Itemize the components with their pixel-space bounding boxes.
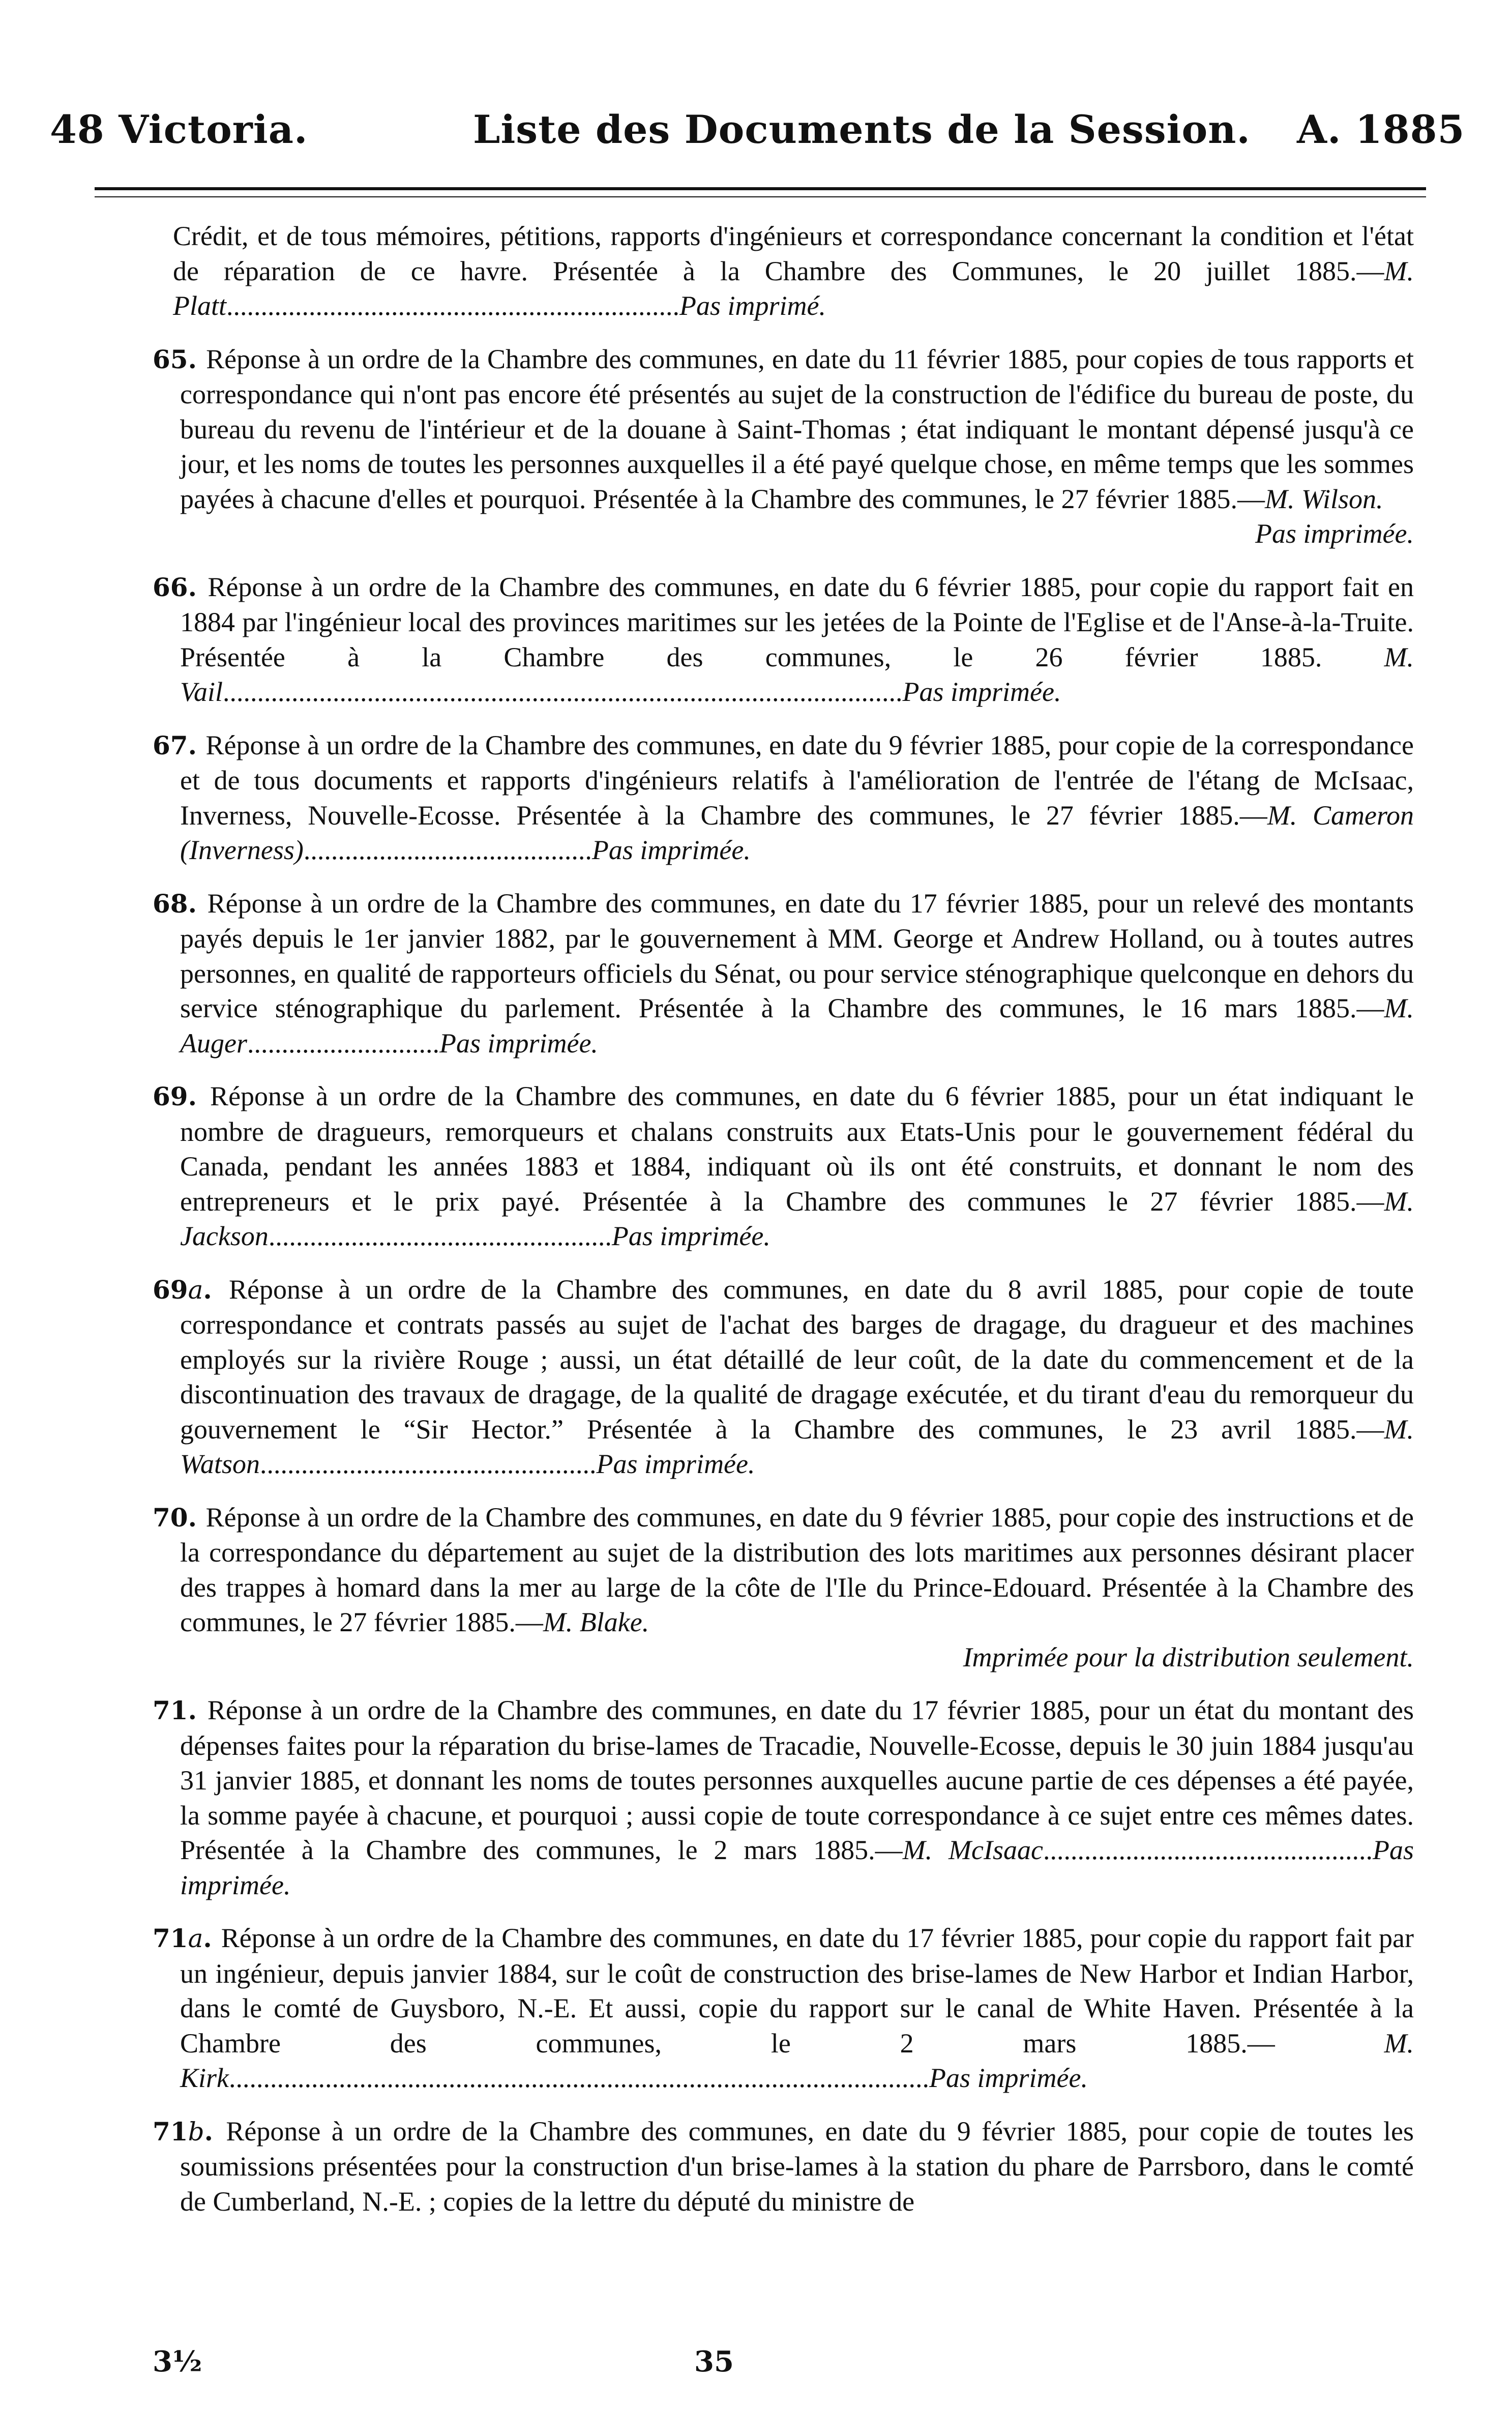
entry-member: M. Jackson [180, 1186, 1414, 1251]
entry-status: Pas imprimée. [902, 677, 1061, 707]
entry-text: Réponse à un ordre de la Chambre des communes, en date du 17 février 1885, pour un état du montant des dépenses faites pour la réparation du brise-lames de Tracadie, Nouvelle-Ecosse, depuis le 30 juin 1884 jusqu'au 31 janvier 1885, et donnant les noms de toutes personnes auxquelles aucune partie de ces dépenses a été payée, la somme payée à chacune, et pourquoi ; aussi copie de toute correspondance à ce sujet entre ces mêmes dates. Présentée à la Chambre des communes, le 2 mars 1885.— [180, 1695, 1414, 1865]
entry-text: Réponse à un ordre de la Chambre des communes, en date du 9 février 1885, pour copie de la correspondance et de tous documents et rapports d'ingénieurs relatifs à l'amélioration de l'entrée de l'étang de McIsaac, Inverness, Nouvelle-Ecosse. Présentée à la Chambre des communes, le 27 février 1885.— [180, 729, 1414, 831]
footer-signature-mark: 3½ [153, 2345, 202, 2378]
entry-status: Pas imprimée. [180, 1835, 1414, 1900]
entry-text: Réponse à un ordre de la Chambre des communes, en date du 9 février 1885, pour copie de toutes les soumissions présentées pour la construction d'un brise-lames à la station du phare de Parrsboro, dans le comté de Cumberland, N.-E. ; copies de la lettre du député du ministre de [180, 2115, 1414, 2217]
entry-text: Crédit, et de tous mémoires, pétitions, rapports d'ingénieurs et correspondance concernant la condition et l'état de réparation de ce havre. Présentée à la Chambre des Communes, le 20 juillet 1885.— [173, 221, 1414, 286]
entry-text: Réponse à un ordre de la Chambre des communes, en date du 11 février 1885, pour copies de tous rapports et correspondance qui n'ont pas encore été présentés au sujet de la construction de l'édifice du bureau de poste, du bureau du revenu de l'intérieur et de la douane à Saint-Thomas ; état indiquant le montant dépensé jusqu'à ce jour, et les noms de toutes les personnes auxquelles il a été payé quelque chose, en même temps que les sommes payées à chacune d'elles et pourquoi. Présentée à la Chambre des communes, le 27 février 1885.— [180, 343, 1414, 514]
entry-status: Imprimée pour la distribution seulement. [963, 1641, 1414, 1672]
entry-leader: ................................................ [1043, 1835, 1373, 1865]
list-item [153, 886, 1414, 1061]
list-item [153, 342, 1414, 551]
entry-number: 68. [153, 888, 207, 919]
entry-text: Réponse à un ordre de la Chambre des communes, en date du 8 avril 1885, pour copie de toute correspondance et contrats passés au sujet de l'achat des barges de dragage, du dragueur et des machines employés sur la rivière Rouge ; aussi, un état détaillé de leur coût, de la date du commencement et de la discontinuation des travaux de dragage, de la qualité de dragage exécutée, et du tirant d'eau du remorqueur du gouvernement le “Sir Hector.” Présentée à la Chambre des communes, le 23 avril 1885.— [180, 1274, 1414, 1445]
entry-number: 71b. [153, 2116, 226, 2147]
entry-leader: ...................................................................................................... [229, 2063, 930, 2093]
list-item [153, 728, 1414, 868]
header-volume: 48 Victoria. [50, 107, 308, 152]
list-item [153, 1921, 1414, 2096]
entry-number: 71. [153, 1695, 207, 1725]
entry-number: 69. [153, 1081, 211, 1111]
entry-member: M. Blake. [543, 1607, 649, 1637]
entry-leader: .................................................................. [226, 290, 679, 321]
entry-number: 66. [153, 572, 208, 602]
entry-leader: ................................................. [260, 1449, 597, 1479]
entry-text: Réponse à un ordre de la Chambre des communes, en date du 6 février 1885, pour un état indiquant le nombre de dragueurs, remorqueurs et chalans construits aux Etats-Unis pour le gouvernement fédéral du Canada, pendant les années 1883 et 1884, indiquant où ils ont été construits, et donnant le nom des entrepreneurs et le prix payé. Présentée à la Chambre des communes le 27 février 1885.— [180, 1081, 1414, 1217]
list-item [153, 1079, 1414, 1254]
entry-number: 69a. [153, 1274, 229, 1305]
entry-member: M. McIsaac [902, 1835, 1043, 1865]
list-item [153, 219, 1414, 324]
entry-leader: .................................................. [268, 1221, 612, 1251]
entry-member: M. Auger [180, 993, 1414, 1059]
entry-status: Pas imprimée. [596, 1449, 755, 1479]
entry-text: Réponse à un ordre de la Chambre des communes, en date du 17 février 1885, pour copie du rapport fait par un ingénieur, depuis janvier 1884, sur le coût de construction des brise-lames de New Harbor et Indian Harbor, dans le comté de Guysboro, N.-E. Et aussi, copie du rapport sur le canal de White Haven. Présentée à la Chambre des communes, le 2 mars 1885.— [180, 1923, 1414, 2059]
list-item [153, 1272, 1414, 1482]
entry-number: 67. [153, 730, 206, 760]
entry-status: Pas imprimée. [929, 2063, 1088, 2093]
entry-member: M. Vail [180, 641, 1414, 707]
entry-status: Pas imprimé. [679, 290, 826, 321]
entry-member: M. Platt [173, 255, 1414, 321]
entry-member: M. Watson [180, 1414, 1414, 1479]
entry-member: M. Wilson. [1264, 483, 1383, 514]
list-item [153, 570, 1414, 710]
entry-status: Pas imprimée. [439, 1027, 598, 1059]
entry-number: 71a. [153, 1923, 221, 1953]
header-year: A. 1885 [1297, 107, 1465, 152]
header-title: Liste des Documents de la Session. [473, 107, 1251, 152]
entry-member: M. Kirk [180, 2027, 1414, 2093]
entry-text: Réponse à un ordre de la Chambre des communes, en date du 9 février 1885, pour copie des instructions et de la correspondance du département au sujet de la distribution des lots maritimes aux personnes désirant placer des trappes à homard dans la mer au large de la côte de l'Ile du Prince-Edouard. Présentée à la Chambre des communes, le 27 février 1885.— [180, 1502, 1414, 1637]
entry-text: Réponse à un ordre de la Chambre des communes, en date du 17 février 1885, pour un relevé des montants payés depuis le 1er janvier 1882, par le gouvernement à MM. George et Andrew Holland, ou à toutes autres personnes, en qualité de rapporteurs officiels du Sénat, ou pour service sténographique quelconque en dehors du service sténographique du parlement. Présentée à la Chambre des communes, le 16 mars 1885.— [180, 888, 1414, 1023]
list-item [153, 2114, 1414, 2219]
entry-member: M. Cameron (Inverness) [180, 800, 1414, 865]
list-item [153, 1693, 1414, 1902]
entry-status: Pas imprimée. [611, 1221, 770, 1251]
entry-leader: ................................................................................................... [223, 677, 903, 707]
entry-leader: ............................ [247, 1027, 439, 1059]
header-rule-thin [95, 196, 1426, 197]
entry-text: Réponse à un ordre de la Chambre des communes, en date du 6 février 1885, pour copie du rapport fait en 1884 par l'ingénieur local des provinces maritimes sur les jetées de la Pointe de l'Eglise et de l'Anse-à-la-Truite. Présentée à la Chambre des communes, le 26 février 1885. [180, 571, 1414, 672]
entry-status: Pas imprimée. [591, 835, 751, 865]
page-number: 35 [694, 2345, 734, 2378]
entry-number: 70. [153, 1502, 206, 1533]
entry-status: Pas imprimée. [1255, 518, 1414, 549]
header-rule [95, 187, 1426, 190]
entry-number: 65. [153, 344, 206, 374]
list-item [153, 1500, 1414, 1675]
entry-leader: .......................................... [303, 835, 592, 865]
entry-list [153, 219, 1414, 2237]
